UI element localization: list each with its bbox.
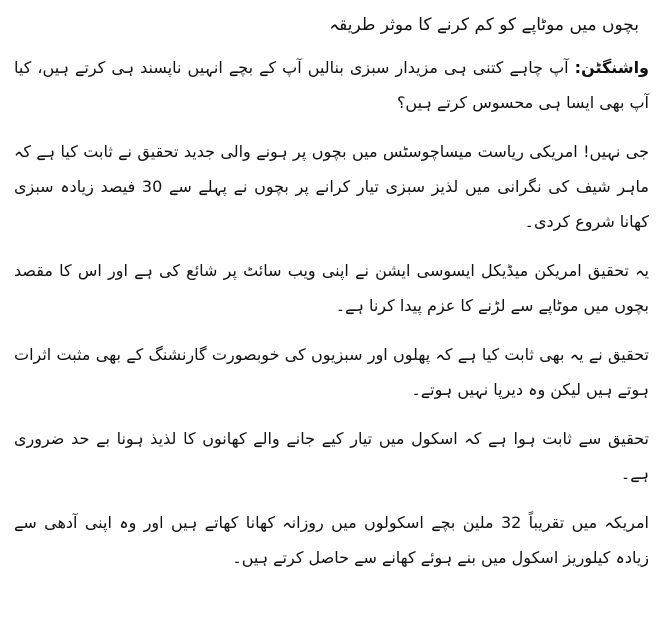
paragraph-text: آپ چاہے کتنی ہی مزیدار سبزی بنالیں آپ کے بچے انہیں ناپسند ہی کرتے ہیں، کیا آپ بھی ایسا ہی محسوس کرتے ہیں؟ <box>14 58 649 112</box>
article-paragraph <box>14 337 649 407</box>
article-title: بچوں میں موٹاپے کو کم کرنے کا موثر طریقہ <box>329 15 639 35</box>
article-paragraph <box>14 253 649 323</box>
paragraph-text: امریکہ میں تقریباً 32 ملین بچے اسکولوں میں روزانہ کھانا کھاتے ہیں اور وہ اپنی آدھی سے زیادہ کیلوریز اسکول میں بنے ہوئے کھانے سے حاصل کرتے ہیں۔ <box>14 513 650 567</box>
article-paragraph <box>14 505 649 575</box>
paragraph-text: یہ تحقیق امریکن میڈیکل ایسوسی ایشن نے اپنی ویب سائٹ پر شائع کی ہے اور اس کا مقصد بچوں میں موٹاپے سے لڑنے کا عزم پیدا کرنا ہے۔ <box>14 261 649 315</box>
paragraph-text: تحقیق سے ثابت ہوا ہے کہ اسکول میں تیار کیے جانے والے کھانوں کا لذیذ ہونا بے حد ضروری ہے۔ <box>14 429 649 483</box>
article-paragraph <box>14 134 649 239</box>
paragraph-text: تحقیق نے یہ بھی ثابت کیا ہے کہ پھلوں اور سبزیوں کی خوبصورت گارنشنگ کے بھی مثبت اثرات ہوتے ہیں لیکن وہ دیرپا نہیں ہوتے۔ <box>14 345 649 399</box>
article-paragraph <box>14 421 649 491</box>
paragraph-text: جی نہیں! امریکی ریاست میساچوسٹس میں بچوں پر ہونے والی جدید تحقیق نے ثابت کیا ہے کہ ماہر شیف کی نگرانی میں لذیز سبزی تیار کرانے پر بچوں نے پہلے سے 30 فیصد زیادہ سبزی کھانا شروع کردی۔ <box>14 142 649 231</box>
article-paragraph <box>14 50 649 120</box>
dateline: واشنگٹن: <box>574 58 649 77</box>
